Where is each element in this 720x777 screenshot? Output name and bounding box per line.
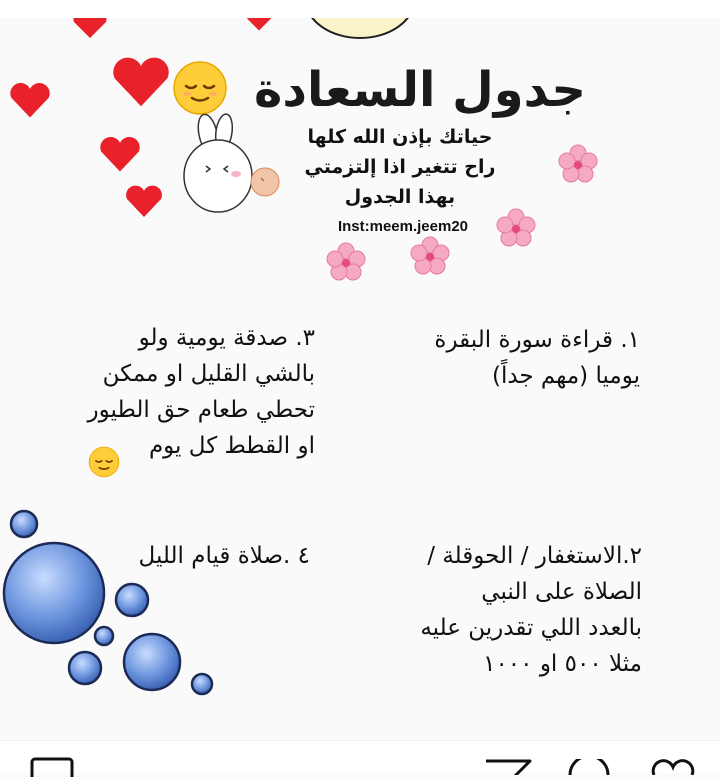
like-icon[interactable] (650, 759, 696, 775)
heart-icon (110, 56, 172, 110)
relieved-face-icon (172, 60, 228, 116)
item-line: ٢.الاستغفار / الحوقلة / (427, 543, 642, 569)
send-icon[interactable] (484, 759, 532, 775)
item-line: او القطط كل يوم (148, 433, 315, 459)
comment-icon[interactable] (30, 757, 76, 777)
item-line: تحطي طعام حق الطيور (87, 397, 315, 423)
heart-icon (8, 82, 52, 120)
item-line: بالعدد اللي تقدرين عليه (420, 615, 642, 641)
cherry-blossom-icon (558, 144, 598, 184)
heart-icon (98, 136, 142, 174)
item-line: ٤ .صلاة قيام الليل (138, 543, 310, 569)
cherry-blossom-icon (326, 242, 366, 282)
poster-title: جدول السعادة (254, 62, 586, 118)
subtitle-line: حياتك بإذن الله كلها (307, 126, 493, 148)
item-line: مثلا ٥٠٠ او ١٠٠٠ (483, 651, 642, 677)
item-line: ٣. صدقة يومية ولو (138, 325, 315, 351)
subtitle-line: بهذا الجدول (344, 186, 456, 208)
post-action-bar (0, 740, 720, 773)
item-line: يوميا (مهم جداً) (491, 363, 640, 389)
top-bar (0, 0, 720, 19)
poster-subtitle (270, 122, 530, 212)
activity-icon[interactable] (566, 759, 612, 775)
heart-icon (124, 184, 164, 220)
instagram-handle: Inst:meem.jeem20 (337, 218, 469, 235)
moon-decoration (300, 18, 420, 48)
post-image (0, 18, 720, 740)
schedule-item-4 (95, 538, 310, 574)
cherry-blossom-icon (496, 208, 536, 248)
heart-icon (70, 18, 110, 40)
subtitle-line: راح تتغير اذا إلتزمتي (304, 156, 496, 178)
schedule-item-1 (370, 322, 640, 394)
cherry-blossom-icon (410, 236, 450, 276)
relieved-face-icon (88, 446, 120, 478)
schedule-item-3 (60, 320, 315, 464)
schedule-item-2 (380, 538, 642, 682)
heart-icon (244, 18, 274, 32)
item-line: ١. قراءة سورة البقرة (434, 327, 640, 353)
item-line: الصلاة على النبي (481, 579, 642, 605)
bubble-icon (0, 502, 220, 712)
item-line: بالشي القليل او ممكن (102, 361, 315, 387)
